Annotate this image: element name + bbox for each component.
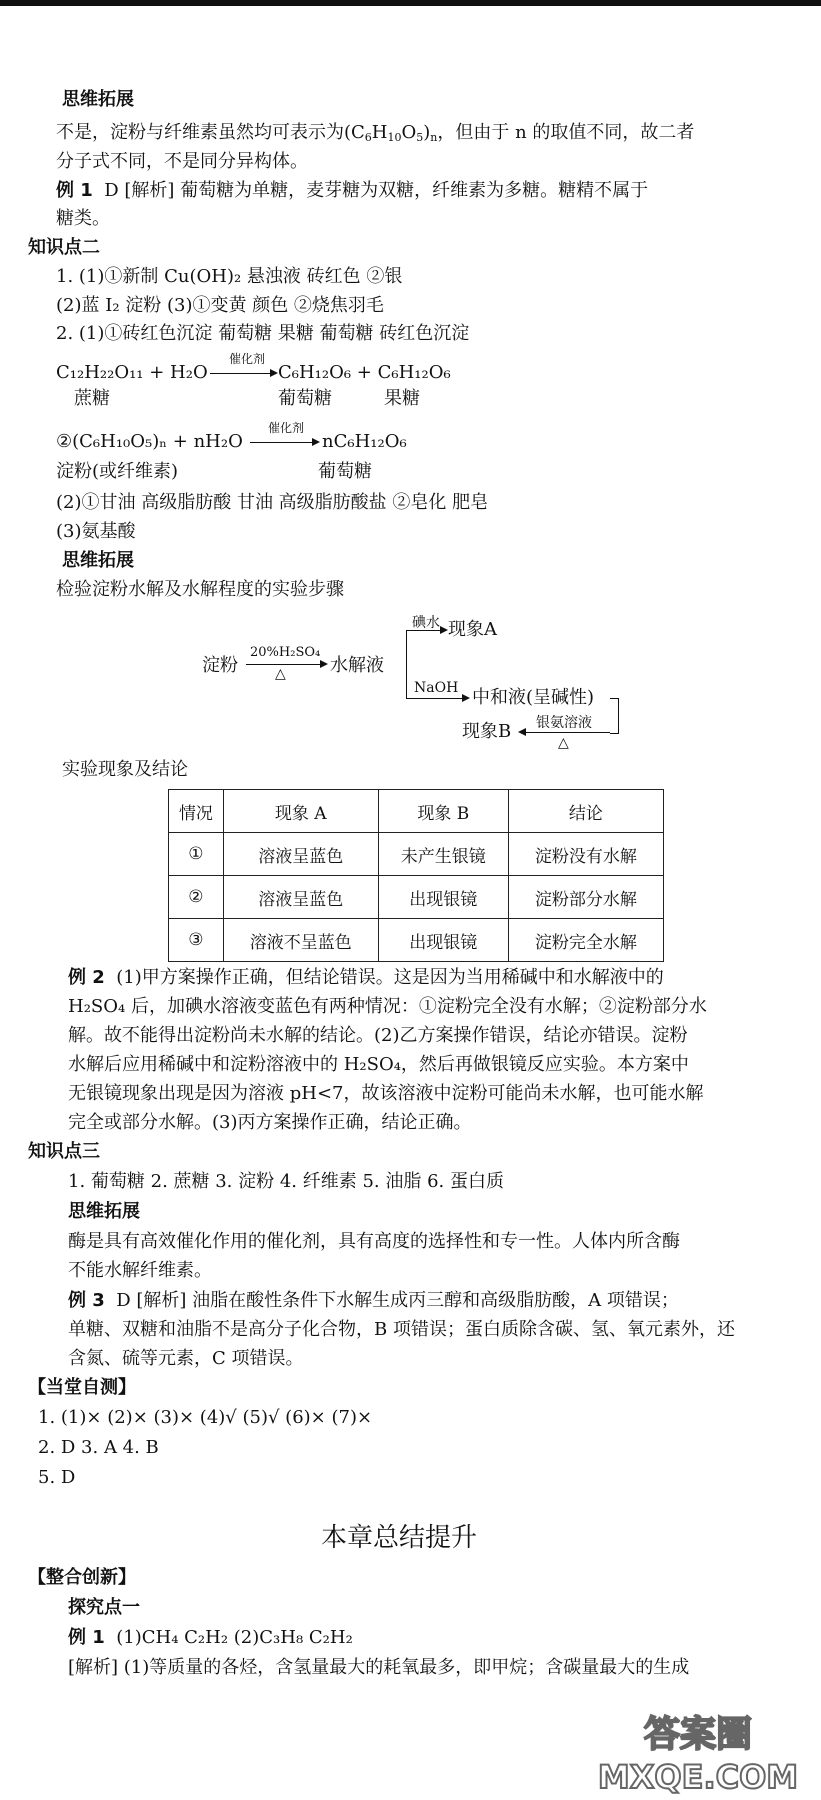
answer-line: (2)①甘油 高级脂肪酸 甘油 高级脂肪酸盐 ②皂化 肥皂 [56,492,489,513]
answer-line: 1. (1)× (2)× (3)× (4)√ (5)√ (6)× (7)× [38,1407,373,1428]
answer-line: 2. (1)①砖红色沉淀 葡萄糖 果糖 葡萄糖 砖红色沉淀 [56,323,470,344]
table-cell: 淀粉完全水解 [508,919,663,962]
flow-arrow [520,732,610,733]
table-cell: 溶液不呈蓝色 [223,919,378,962]
table-cell: 出现银镜 [378,876,508,919]
example-1: 例 1 (1)CH₄ C₂H₂ (2)C₃H₈ C₂H₂ [68,1627,353,1648]
svg-text:MXQE.COM: MXQE.COM [597,1758,799,1794]
table-cell: 溶液呈蓝色 [223,833,378,876]
compound-label: 葡萄糖 [278,388,332,409]
paragraph: 不能水解纤维素。 [68,1260,212,1281]
section-heading: 【当堂自测】 [28,1377,136,1398]
table-row [169,919,664,962]
paragraph: 含氮、硫等元素，C 项错误。 [68,1348,304,1369]
answer-line: (2)蓝 I₂ 淀粉 (3)①变黄 颜色 ②烧焦羽毛 [56,295,384,316]
compound-label: 淀粉(或纤维素) [56,461,179,482]
paragraph: 水解后应用稀碱中和淀粉溶液中的 H₂SO₄，然后再做银镜反应实验。本方案中 [68,1054,689,1075]
table-cell: 淀粉没有水解 [508,833,663,876]
section-heading: 思维拓展 [68,1201,140,1222]
example-3: 例 3 D [解析] 油脂在酸性条件下水解生成丙三醇和高级脂肪酸，A 项错误； [68,1290,679,1311]
flow-reagent: 银氨溶液 [536,715,592,731]
flow-reagent: NaOH [414,680,459,696]
results-table [168,789,664,962]
flow-arrow [406,630,446,631]
flow-reagent: 20%H₂SO₄ [250,645,321,660]
flow-node-starch: 淀粉 [202,655,238,676]
reaction-products: C₆H₁₂O₆ + C₆H₁₂O₆ [278,362,451,383]
flow-reagent: 碘水 [412,615,440,631]
table-cell: 未产生银镜 [378,833,508,876]
answer-line: 1. 葡萄糖 2. 蔗糖 3. 淀粉 4. 纤维素 5. 油脂 6. 蛋白质 [68,1171,504,1192]
flow-node-hydrolysate: 水解液 [330,655,384,676]
flow-branch-line [406,630,407,698]
table-cell: 淀粉部分水解 [508,876,663,919]
paragraph: 糖类。 [56,208,110,229]
paragraph: [解析] (1)等质量的各烃，含氢量最大的耗氧最多，即甲烷；含碳量最大的生成 [68,1657,690,1678]
table-row [169,876,664,919]
paragraph: 无银镜现象出现是因为溶液 pH<7，故该溶液中淀粉可能尚未水解，也可能水解 [68,1083,704,1104]
table-cell: ③ [169,919,224,962]
reaction-reactants: ②(C₆H₁₀O₅)ₙ + nH₂O [56,431,243,452]
compound-label: 葡萄糖 [318,461,372,482]
section-heading: 知识点二 [28,237,100,258]
table-header: 现象 A [223,790,378,833]
compound-label: 果糖 [384,388,420,409]
paragraph: 酶是具有高效催化作用的催化剂，具有高度的选择性和专一性。人体内所含酶 [68,1231,680,1252]
flow-title: 检验淀粉水解及水解程度的实验步骤 [56,579,344,600]
answer-line: 2. D 3. A 4. B [38,1437,159,1458]
answer-line: 1. (1)①新制 Cu(OH)₂ 悬浊液 砖红色 ②银 [56,266,403,287]
table-header: 情况 [169,790,224,833]
reaction-reactants: C₁₂H₂₂O₁₁ + H₂O [56,362,208,383]
flow-arrow [406,698,468,699]
flow-result-a: 现象A [448,619,497,640]
paragraph: 单糖、双糖和油脂不是高分子化合物，B 项错误；蛋白质除含碳、氢、氧元素外，还 [68,1319,735,1340]
compound-label: 蔗糖 [74,388,110,409]
flow-arrow [246,664,326,665]
table-cell: 溶液呈蓝色 [223,876,378,919]
svg-text:答案圈: 答案圈 [643,1714,753,1755]
flow-return-line [610,698,619,734]
paragraph: 分子式不同，不是同分异构体。 [56,151,308,172]
section-heading: 思维拓展 [62,550,134,571]
answer-line: (3)氨基酸 [56,521,136,542]
table-row [169,833,664,876]
flow-result-b: 现象B [462,721,512,742]
section-heading: 【整合创新】 [28,1567,136,1588]
sub-heading: 探究点一 [68,1597,140,1618]
catalyst-label: 催化剂 [229,352,266,366]
table-header: 结论 [508,790,663,833]
chapter-title: 本章总结提升 [321,1523,478,1553]
paragraph: H₂SO₄ 后，加碘水溶液变蓝色有两种情况：①淀粉完全没有水解；②淀粉部分水 [68,996,707,1017]
section-heading: 知识点三 [28,1141,100,1162]
table-cell: ② [169,876,224,919]
table-cell: ① [169,833,224,876]
watermark-logo [583,1704,813,1794]
table-cell: 出现银镜 [378,919,508,962]
heat-symbol: △ [275,666,286,682]
table-header: 现象 B [378,790,508,833]
paragraph: 完全或部分水解。(3)丙方案操作正确，结论正确。 [68,1112,472,1133]
reaction-arrow [210,373,276,374]
example-1: 例 1 D [解析] 葡萄糖为单糖，麦芽糖为双糖，纤维素为多糖。糖精不属于 [56,180,649,201]
section-heading: 思维拓展 [62,89,134,110]
answer-line: 5. D [38,1467,76,1488]
paragraph: 解。故不能得出淀粉尚未水解的结论。(2)乙方案操作错误，结论亦错误。淀粉 [68,1025,688,1046]
table-header-row [169,790,664,833]
table-title: 实验现象及结论 [62,759,188,780]
page-top-border [0,0,821,6]
heat-symbol: △ [558,735,569,751]
reaction-arrow [250,442,318,443]
example-2: 例 2 (1)甲方案操作正确，但结论错误。这是因为当用稀碱中和水解液中的 [68,967,664,988]
reaction-products: nC₆H₁₂O₆ [322,431,407,452]
flow-node-neutral: 中和液(呈碱性) [472,687,595,708]
catalyst-label: 催化剂 [268,421,305,435]
paragraph: 不是，淀粉与纤维素虽然均可表示为$(C_6H_{10}O_5)_n$，但由于 n 的取值不同，故二者 [56,122,695,144]
